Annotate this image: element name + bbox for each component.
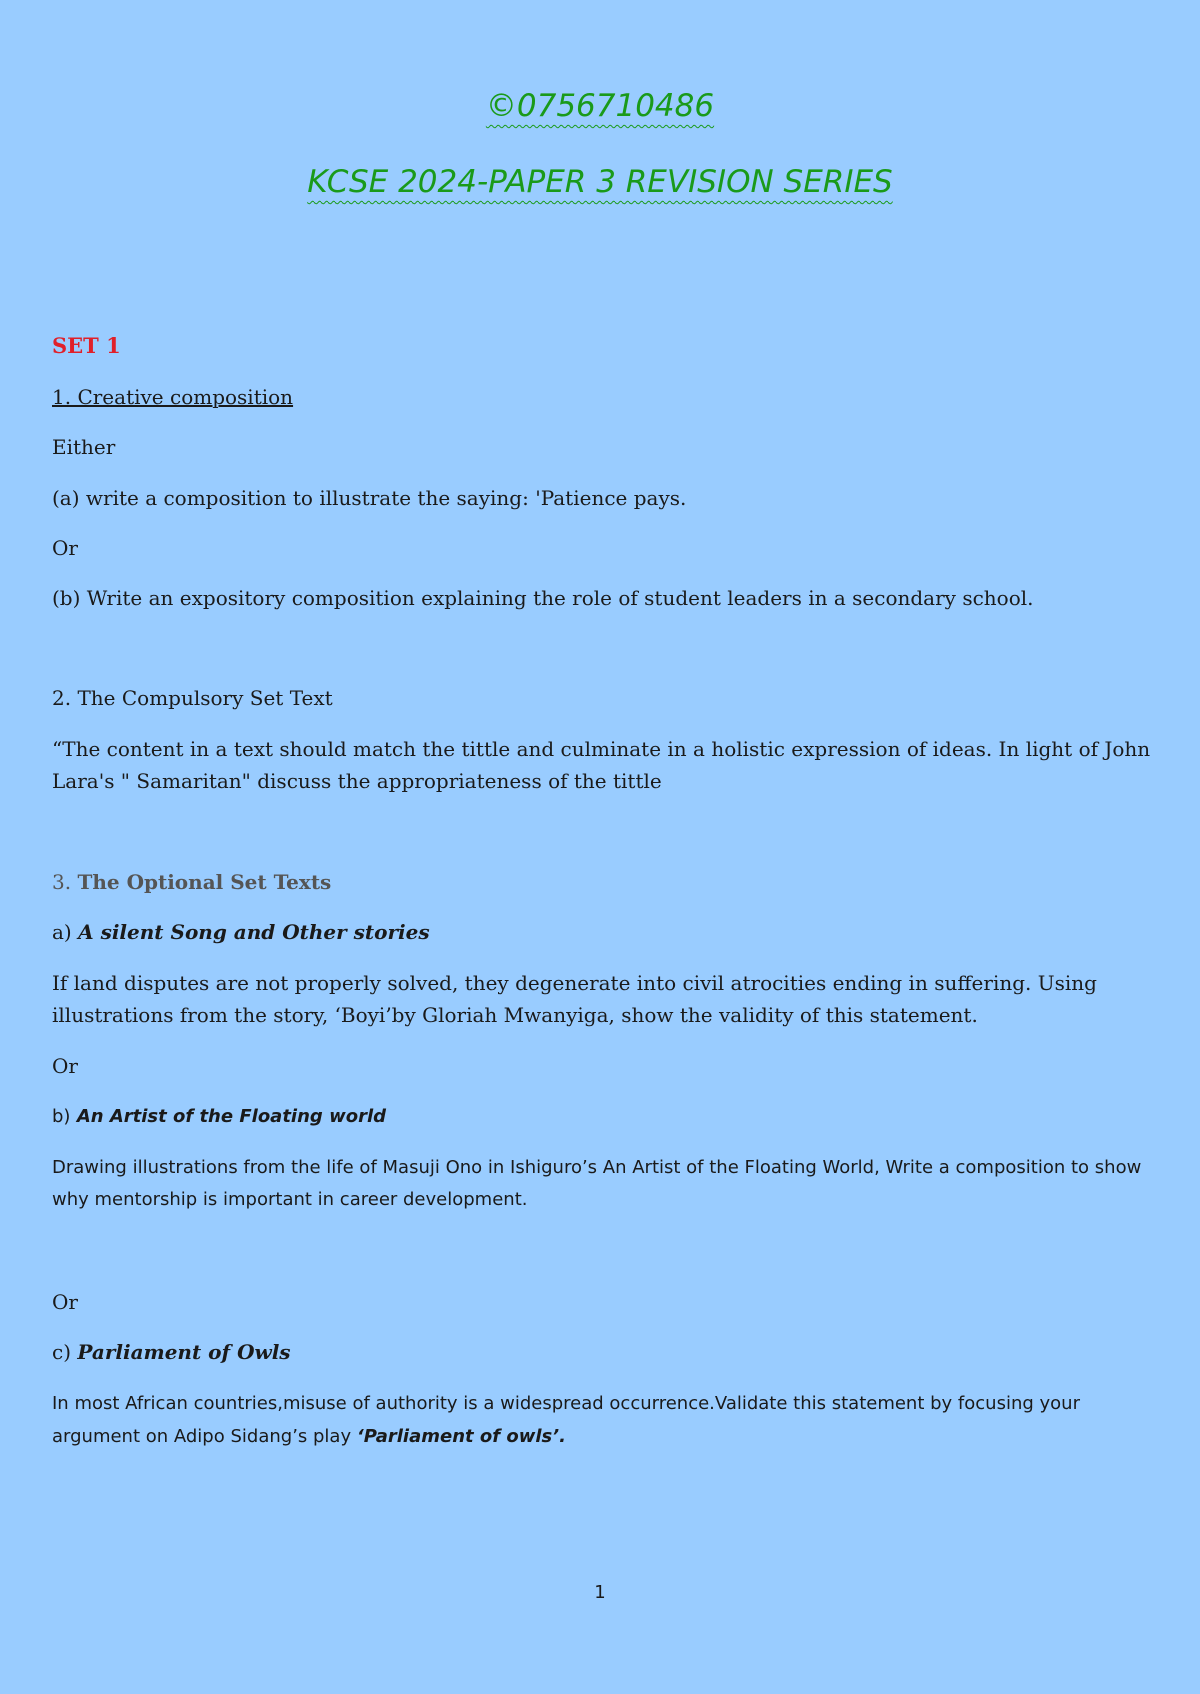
q3-number: 3. xyxy=(52,870,72,894)
q3-c-title: Parliament of Owls xyxy=(77,1340,291,1364)
q3-c-body-block xyxy=(52,1387,1162,1453)
q1-either: Either xyxy=(52,435,116,459)
q3-b-title-line xyxy=(52,1099,1162,1133)
q1-option-a: (a) write a composition to illustrate the saying: 'Patience pays. xyxy=(52,486,687,510)
q3-c-body: In most African countries,misuse of authority is a widespread occurrence.Validate this statement by focusing your argument on Adipo Sidang’s play xyxy=(52,1393,1080,1447)
q3-b-body: Drawing illustrations from the life of Masuji Ono in Ishiguro’s An Artist of the Floating World, Write a composition to show why mentorship is important in career development. xyxy=(52,1157,1142,1210)
q2-heading: 2. The Compulsory Set Text xyxy=(52,686,333,710)
q3-c-play: ‘Parliament of owls’. xyxy=(356,1426,566,1447)
q1-option-b: (b) Write an expository composition explaining the role of student leaders in a secondary school. xyxy=(52,586,1034,610)
header-phone: ©0756710486 xyxy=(485,88,715,124)
page-number: 1 xyxy=(594,1582,606,1603)
q3-c-title-line xyxy=(52,1336,1162,1368)
q3-b-title: An Artist of the Floating world xyxy=(76,1106,386,1127)
q1-heading: 1. Creative composition xyxy=(52,385,294,409)
q3-heading-line xyxy=(52,866,1162,898)
q2-body: “The content in a text should match the tittle and culminate in a holistic expression of ideas. In light of John Lara's " Samaritan" discuss the appropriateness of the tittle xyxy=(52,737,1151,793)
q3-or-1: Or xyxy=(52,1054,78,1078)
q3-c-prefix: c) xyxy=(52,1340,72,1364)
q3-heading: The Optional Set Texts xyxy=(77,870,332,894)
q1-or: Or xyxy=(52,536,78,560)
set-label: SET 1 xyxy=(52,333,121,358)
q3-a-title: A silent Song and Other stories xyxy=(78,920,430,944)
header-title: KCSE 2024-PAPER 3 REVISION SERIES xyxy=(307,164,893,200)
q3-a-prefix: a) xyxy=(52,920,72,944)
q3-a-title-line xyxy=(52,916,1162,948)
q3-or-2: Or xyxy=(52,1290,78,1314)
q3-a-body: If land disputes are not properly solved, they degenerate into civil atrocities ending in suffering. Using illustrations from the story, ‘Boyi’by Gloriah Mwanyiga, show the validity of this statement. xyxy=(52,971,1097,1027)
q3-b-prefix: b) xyxy=(52,1106,71,1127)
